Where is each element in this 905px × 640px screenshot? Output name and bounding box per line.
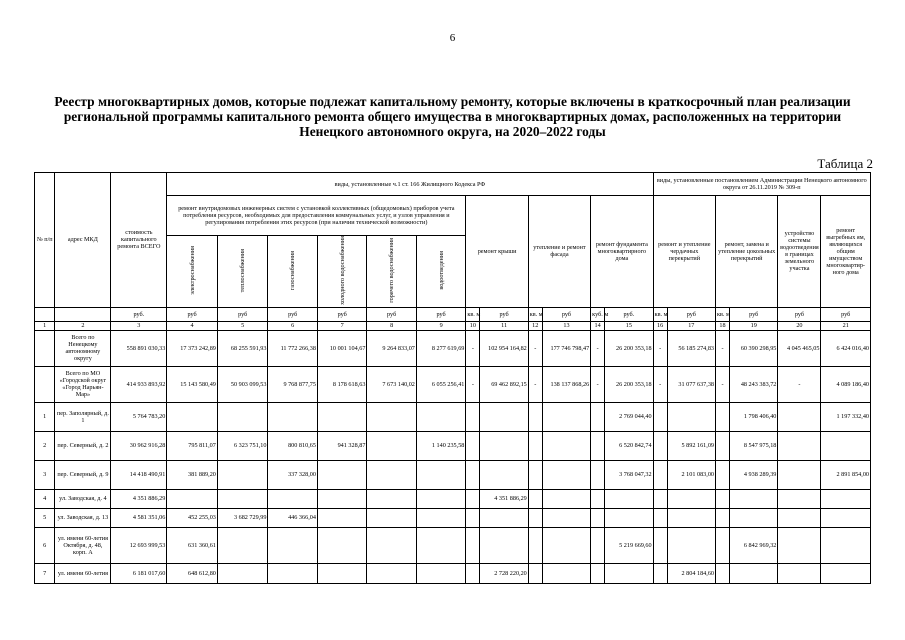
- row-number: [35, 366, 55, 402]
- cell-c20: -: [778, 366, 821, 402]
- cell-c14: [591, 527, 605, 563]
- cell-c19: [729, 508, 777, 527]
- registry-table: [34, 172, 871, 584]
- cell-c18: [716, 527, 730, 563]
- unit-cell: руб: [667, 307, 715, 321]
- cell-c17: [667, 527, 715, 563]
- unit-cell: руб.: [605, 307, 653, 321]
- cell-c9: [416, 402, 465, 431]
- cell-c7: 941 328,87: [317, 431, 366, 460]
- column-number: 15: [605, 321, 653, 330]
- cell-c17: [667, 402, 715, 431]
- table-row: [35, 366, 871, 402]
- cell-c18: -: [716, 366, 730, 402]
- row-address: ул. Заводская, д. 13: [55, 508, 111, 527]
- cell-c21: [821, 527, 871, 563]
- unit-cell: руб: [778, 307, 821, 321]
- column-number: 14: [591, 321, 605, 330]
- cell-c16: [653, 431, 667, 460]
- header-gas: газоснабжения: [268, 236, 317, 308]
- cell-c13: [542, 402, 590, 431]
- row-number: 7: [35, 563, 55, 583]
- cell-c12: -: [528, 366, 542, 402]
- column-number: 8: [367, 321, 416, 330]
- column-number: 18: [716, 321, 730, 330]
- cell-c15: 26 200 353,18: [605, 366, 653, 402]
- cell-c9: 1 140 235,58: [416, 431, 465, 460]
- cell-c3: 5 764 783,20: [111, 402, 167, 431]
- cell-c16: [653, 460, 667, 489]
- cell-c9: [416, 460, 465, 489]
- cell-c3: 414 933 893,92: [111, 366, 167, 402]
- header-hot-water: горячего водоснабжения: [367, 236, 416, 308]
- cell-c17: 31 077 637,38: [667, 366, 715, 402]
- cell-c5: [217, 489, 268, 508]
- cell-c13: [542, 563, 590, 583]
- cell-c19: 1 798 406,40: [729, 402, 777, 431]
- cell-c3: 14 418 490,91: [111, 460, 167, 489]
- cell-c19: 4 938 289,39: [729, 460, 777, 489]
- cell-c6: [268, 563, 317, 583]
- cell-c11: [480, 508, 528, 527]
- cell-c4: 17 373 242,89: [167, 330, 218, 366]
- cell-c6: 9 768 877,75: [268, 366, 317, 402]
- cell-c3: 4 351 886,29: [111, 489, 167, 508]
- cell-c8: [367, 563, 416, 583]
- cell-c15: [605, 489, 653, 508]
- cell-c14: [591, 563, 605, 583]
- header-basement: ремонт, замена и утепление цокольных перекрытий: [716, 196, 778, 308]
- cell-c15: 26 200 353,18: [605, 330, 653, 366]
- cell-c6: 446 366,04: [268, 508, 317, 527]
- row-address: ул. Заводская, д. 4: [55, 489, 111, 508]
- row-number: [35, 330, 55, 366]
- cell-c6: [268, 527, 317, 563]
- header-total-cost: стоимость капитального ремонта ВСЕГО: [111, 173, 167, 308]
- cell-c10: [466, 527, 480, 563]
- cell-c15: 5 219 669,60: [605, 527, 653, 563]
- cell-c16: -: [653, 330, 667, 366]
- table-row: [35, 460, 871, 489]
- row-address: ул. имени 60-летия Октября, д. 48, корп. А: [55, 527, 111, 563]
- column-number: 16: [653, 321, 667, 330]
- cell-c5: [217, 563, 268, 583]
- header-roof: ремонт крыши: [466, 196, 528, 308]
- cell-c4: 452 255,03: [167, 508, 218, 527]
- cell-c17: 2 101 083,00: [667, 460, 715, 489]
- cell-c15: 2 769 044,40: [605, 402, 653, 431]
- cell-c4: 381 889,20: [167, 460, 218, 489]
- cell-c18: -: [716, 330, 730, 366]
- header-cold-water: холодного водоснабжения: [317, 236, 366, 308]
- cell-c9: [416, 508, 465, 527]
- cell-c16: [653, 563, 667, 583]
- cell-c7: [317, 460, 366, 489]
- cell-c9: [416, 489, 465, 508]
- header-foundation: ремонт фундамента многоквартирного дома: [591, 196, 653, 308]
- cell-c5: [217, 402, 268, 431]
- cell-c16: [653, 402, 667, 431]
- column-number: 19: [729, 321, 777, 330]
- header-attic: ремонт и утепление чердачных перекрытий: [653, 196, 715, 308]
- cell-c17: 2 804 184,60: [667, 563, 715, 583]
- cell-c13: [542, 431, 590, 460]
- cell-c16: [653, 527, 667, 563]
- cell-c7: [317, 489, 366, 508]
- cell-c14: [591, 431, 605, 460]
- column-number: 6: [268, 321, 317, 330]
- unit-cell: руб: [167, 307, 218, 321]
- cell-c17: [667, 508, 715, 527]
- unit-cell: руб: [317, 307, 366, 321]
- cell-c21: 2 891 854,00: [821, 460, 871, 489]
- cell-c18: [716, 489, 730, 508]
- cell-c5: 6 323 751,10: [217, 431, 268, 460]
- unit-cell: руб.: [111, 307, 167, 321]
- cell-c6: 11 772 266,38: [268, 330, 317, 366]
- row-number: 4: [35, 489, 55, 508]
- table-row: [35, 431, 871, 460]
- unit-cell: руб: [542, 307, 590, 321]
- cell-c9: 6 055 256,41: [416, 366, 465, 402]
- column-number: 21: [821, 321, 871, 330]
- cell-c10: -: [466, 330, 480, 366]
- unit-cell: кв. м: [528, 307, 542, 321]
- unit-cell: руб: [416, 307, 465, 321]
- cell-c11: [480, 402, 528, 431]
- column-number-row: [35, 321, 871, 330]
- cell-c14: -: [591, 366, 605, 402]
- unit-cell: куб. м: [591, 307, 605, 321]
- row-number: 3: [35, 460, 55, 489]
- column-number: 1: [35, 321, 55, 330]
- cell-c19: [729, 563, 777, 583]
- row-number: 2: [35, 431, 55, 460]
- cell-c7: [317, 563, 366, 583]
- cell-c13: 138 137 868,26: [542, 366, 590, 402]
- row-address: Всего по МО «Городской округ «Город Нарьян-Мар»: [55, 366, 111, 402]
- cell-c16: -: [653, 366, 667, 402]
- row-address: ул. имени 60-летия: [55, 563, 111, 583]
- cell-c20: [778, 508, 821, 527]
- column-number: 7: [317, 321, 366, 330]
- cell-c15: 3 768 047,32: [605, 460, 653, 489]
- cell-c21: [821, 508, 871, 527]
- cell-c5: 3 682 729,99: [217, 508, 268, 527]
- cell-c19: 60 390 298,95: [729, 330, 777, 366]
- cell-c12: [528, 489, 542, 508]
- cell-c19: 48 243 383,72: [729, 366, 777, 402]
- cell-c20: [778, 489, 821, 508]
- cell-c17: 56 185 274,83: [667, 330, 715, 366]
- cell-c4: 648 612,80: [167, 563, 218, 583]
- row-number: 6: [35, 527, 55, 563]
- header-internal-systems: ремонт внутридомовых инженерных систем с установкой коллективных (общедомовых) приборов учета потребления ресурсов, необходимых для предоставления коммунальных услуг, и узлов управления и регулирования потребления этих ресурсов (при наличии технической возможности): [167, 196, 466, 236]
- header-heat: теплоснабжения: [217, 236, 268, 308]
- cell-c7: [317, 527, 366, 563]
- unit-cell: кв. м: [716, 307, 730, 321]
- cell-c20: [778, 402, 821, 431]
- cell-c14: -: [591, 330, 605, 366]
- row-address: Всего по Ненецкому автономному округу: [55, 330, 111, 366]
- table-row: [35, 563, 871, 583]
- cell-c8: [367, 431, 416, 460]
- cell-c20: 4 045 465,05: [778, 330, 821, 366]
- cell-c5: 68 255 591,93: [217, 330, 268, 366]
- unit-cell: кв. м: [466, 307, 480, 321]
- cell-c21: 1 197 332,40: [821, 402, 871, 431]
- cell-c12: -: [528, 330, 542, 366]
- cell-c6: [268, 402, 317, 431]
- table-row: [35, 489, 871, 508]
- document-title: [40, 94, 865, 139]
- cell-c21: 6 424 016,40: [821, 330, 871, 366]
- cell-c18: [716, 460, 730, 489]
- cell-c21: [821, 431, 871, 460]
- table-row: [35, 330, 871, 366]
- cell-c3: 30 962 916,28: [111, 431, 167, 460]
- unit-cell: руб: [268, 307, 317, 321]
- header-types-law: виды, установленные ч.1 ст. 166 Жилищного Кодекса РФ: [167, 173, 653, 196]
- cell-c10: [466, 431, 480, 460]
- cell-c10: [466, 402, 480, 431]
- column-number: 9: [416, 321, 465, 330]
- cell-c13: [542, 508, 590, 527]
- unit-cell: [35, 307, 55, 321]
- row-number: 1: [35, 402, 55, 431]
- cell-c21: [821, 563, 871, 583]
- cell-c11: 102 954 164,82: [480, 330, 528, 366]
- cell-c12: [528, 508, 542, 527]
- cell-c7: 10 001 104,67: [317, 330, 366, 366]
- cell-c11: [480, 527, 528, 563]
- cell-c21: 4 089 186,40: [821, 366, 871, 402]
- header-facade: утепление и ремонт фасада: [528, 196, 590, 308]
- cell-c12: [528, 431, 542, 460]
- row-address: пер. Северный, д. 2: [55, 431, 111, 460]
- column-number: 3: [111, 321, 167, 330]
- header-cesspits: ремонт выгребных ям, являющихся общим имуществом многоквартир-ного дома: [821, 196, 871, 308]
- cell-c20: [778, 460, 821, 489]
- cell-c18: [716, 402, 730, 431]
- cell-c11: [480, 431, 528, 460]
- page-number: 6: [449, 32, 456, 44]
- cell-c8: 7 673 140,02: [367, 366, 416, 402]
- cell-c11: 69 462 892,15: [480, 366, 528, 402]
- cell-c8: 9 264 833,07: [367, 330, 416, 366]
- cell-c18: [716, 563, 730, 583]
- unit-cell: руб: [480, 307, 528, 321]
- unit-cell: [55, 307, 111, 321]
- header-address: адрес МКД: [55, 173, 111, 308]
- column-number: 4: [167, 321, 218, 330]
- cell-c9: [416, 527, 465, 563]
- cell-c8: [367, 489, 416, 508]
- cell-c11: [480, 460, 528, 489]
- header-electric: электроснабжения: [167, 236, 218, 308]
- header-sewer: водоотведения: [416, 236, 465, 308]
- header-row-1: [35, 173, 871, 196]
- cell-c4: 795 811,07: [167, 431, 218, 460]
- cell-c7: 8 178 618,63: [317, 366, 366, 402]
- column-number: 2: [55, 321, 111, 330]
- cell-c13: [542, 460, 590, 489]
- table-row: [35, 527, 871, 563]
- header-num: № п/п: [35, 173, 55, 308]
- cell-c15: [605, 508, 653, 527]
- row-address: пер. Северный, д. 9: [55, 460, 111, 489]
- cell-c3: 558 891 030,33: [111, 330, 167, 366]
- cell-c4: 631 360,61: [167, 527, 218, 563]
- cell-c19: 8 547 975,18: [729, 431, 777, 460]
- column-number: 17: [667, 321, 715, 330]
- cell-c19: 6 842 969,32: [729, 527, 777, 563]
- cell-c4: 15 143 580,49: [167, 366, 218, 402]
- cell-c3: 6 181 017,60: [111, 563, 167, 583]
- column-number: 11: [480, 321, 528, 330]
- row-number: 5: [35, 508, 55, 527]
- cell-c12: [528, 460, 542, 489]
- units-row: [35, 307, 871, 321]
- cell-c21: [821, 489, 871, 508]
- cell-c17: 5 892 161,09: [667, 431, 715, 460]
- cell-c13: [542, 489, 590, 508]
- title-line-1: Реестр многоквартирных домов, которые подлежат капитальному ремонту, которые включены в краткосрочный план реализации: [54, 94, 851, 109]
- cell-c3: 12 693 999,53: [111, 527, 167, 563]
- cell-c14: [591, 489, 605, 508]
- row-address: пер. Заполярный, д. 1: [55, 402, 111, 431]
- unit-cell: кв. м: [653, 307, 667, 321]
- header-drainage: устройство системы водоотведения в границах земельного участка: [778, 196, 821, 308]
- cell-c5: [217, 527, 268, 563]
- cell-c6: 800 810,65: [268, 431, 317, 460]
- cell-c11: 4 351 886,29: [480, 489, 528, 508]
- column-number: 13: [542, 321, 590, 330]
- cell-c8: [367, 402, 416, 431]
- cell-c4: [167, 402, 218, 431]
- unit-cell: руб: [729, 307, 777, 321]
- cell-c14: [591, 508, 605, 527]
- cell-c14: [591, 460, 605, 489]
- cell-c8: [367, 508, 416, 527]
- unit-cell: руб: [367, 307, 416, 321]
- cell-c4: [167, 489, 218, 508]
- cell-c20: [778, 527, 821, 563]
- cell-c5: 50 903 099,53: [217, 366, 268, 402]
- cell-c10: [466, 489, 480, 508]
- unit-cell: руб: [821, 307, 871, 321]
- cell-c5: [217, 460, 268, 489]
- cell-c20: [778, 563, 821, 583]
- cell-c14: [591, 402, 605, 431]
- cell-c10: [466, 460, 480, 489]
- cell-c3: 4 581 351,06: [111, 508, 167, 527]
- cell-c10: [466, 508, 480, 527]
- cell-c7: [317, 402, 366, 431]
- cell-c6: 337 328,00: [268, 460, 317, 489]
- cell-c15: 6 520 842,74: [605, 431, 653, 460]
- column-number: 10: [466, 321, 480, 330]
- cell-c19: [729, 489, 777, 508]
- cell-c8: [367, 460, 416, 489]
- cell-c6: [268, 489, 317, 508]
- cell-c12: [528, 527, 542, 563]
- table-row: [35, 402, 871, 431]
- cell-c18: [716, 431, 730, 460]
- cell-c13: [542, 527, 590, 563]
- table-label: Таблица 2: [817, 156, 873, 171]
- cell-c16: [653, 508, 667, 527]
- cell-c17: [667, 489, 715, 508]
- cell-c20: [778, 431, 821, 460]
- column-number: 20: [778, 321, 821, 330]
- cell-c8: [367, 527, 416, 563]
- title-line-3: Ненецкого автономного округа, на 2020–2022 годы: [299, 124, 606, 139]
- cell-c12: [528, 563, 542, 583]
- cell-c10: -: [466, 366, 480, 402]
- table-row: [35, 508, 871, 527]
- cell-c7: [317, 508, 366, 527]
- cell-c10: [466, 563, 480, 583]
- cell-c13: 177 746 798,47: [542, 330, 590, 366]
- cell-c16: [653, 489, 667, 508]
- cell-c12: [528, 402, 542, 431]
- header-types-admin: виды, установленные постановлением Администрации Ненецкого автономного округа от 26.11.2019 № 309-п: [653, 173, 870, 196]
- cell-c18: [716, 508, 730, 527]
- column-number: 12: [528, 321, 542, 330]
- cell-c11: 2 728 220,20: [480, 563, 528, 583]
- column-number: 5: [217, 321, 268, 330]
- unit-cell: руб: [217, 307, 268, 321]
- cell-c15: [605, 563, 653, 583]
- cell-c9: [416, 563, 465, 583]
- cell-c9: 8 277 619,69: [416, 330, 465, 366]
- title-line-2: региональной программы капитального ремонта общего имущества в многоквартирных домах, расположенных на территории: [63, 109, 842, 124]
